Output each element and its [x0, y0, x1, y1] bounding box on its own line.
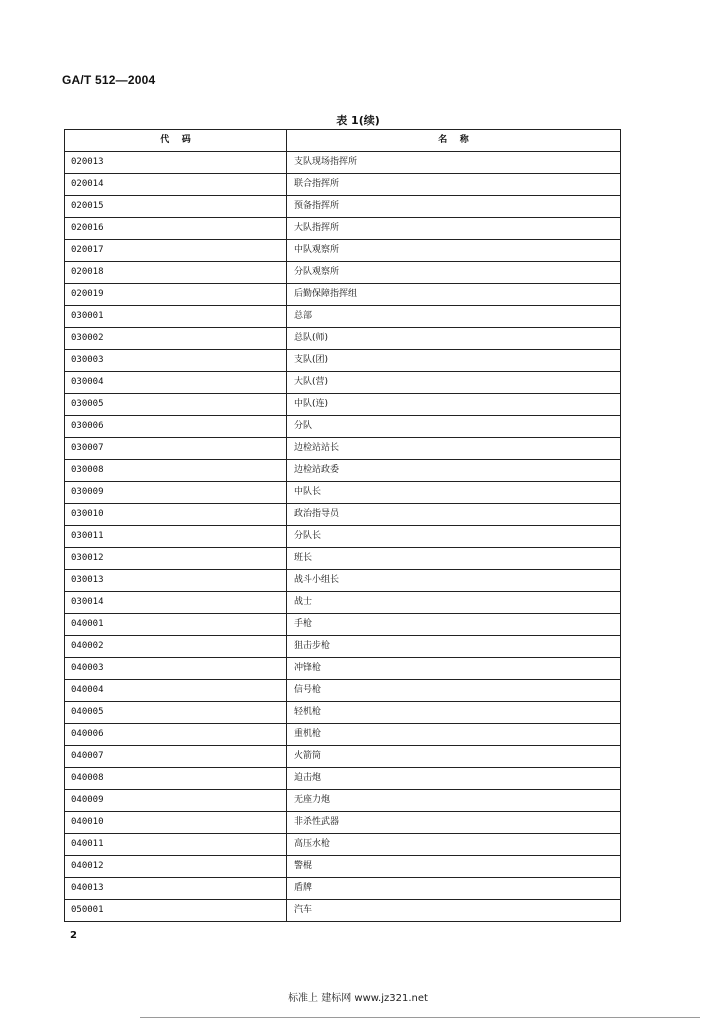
name-cell: 战士 — [287, 592, 621, 614]
table-row — [65, 548, 621, 570]
name-cell: 政治指导员 — [287, 504, 621, 526]
table-row — [65, 592, 621, 614]
table-row — [65, 416, 621, 438]
table-row — [65, 900, 621, 922]
footer-rule — [140, 1017, 700, 1018]
table-header-row — [65, 130, 621, 152]
code-cell: 040003 — [65, 658, 287, 680]
code-cell: 030008 — [65, 460, 287, 482]
column-header-name: 名 称 — [287, 130, 621, 152]
code-cell: 030006 — [65, 416, 287, 438]
table-row — [65, 284, 621, 306]
name-cell: 大队指挥所 — [287, 218, 621, 240]
name-cell: 狙击步枪 — [287, 636, 621, 658]
code-cell: 030012 — [65, 548, 287, 570]
table-row — [65, 218, 621, 240]
name-cell: 支队现场指挥所 — [287, 152, 621, 174]
code-cell: 030001 — [65, 306, 287, 328]
name-cell: 盾牌 — [287, 878, 621, 900]
code-cell: 040009 — [65, 790, 287, 812]
name-cell: 分队观察所 — [287, 262, 621, 284]
name-cell: 中队长 — [287, 482, 621, 504]
name-cell: 分队 — [287, 416, 621, 438]
footer-watermark: 标准上 建标网 www.jz321.net — [288, 993, 428, 1004]
name-cell: 总队(师) — [287, 328, 621, 350]
name-cell: 大队(营) — [287, 372, 621, 394]
name-cell: 高压水枪 — [287, 834, 621, 856]
table-row — [65, 196, 621, 218]
table-row — [65, 526, 621, 548]
table-row — [65, 328, 621, 350]
code-cell: 040005 — [65, 702, 287, 724]
code-cell: 020015 — [65, 196, 287, 218]
table-row — [65, 834, 621, 856]
name-cell: 冲锋枪 — [287, 658, 621, 680]
table-body — [65, 152, 621, 922]
table-row — [65, 262, 621, 284]
table-row — [65, 152, 621, 174]
table-row — [65, 636, 621, 658]
code-cell: 050001 — [65, 900, 287, 922]
table-row — [65, 570, 621, 592]
code-cell: 020017 — [65, 240, 287, 262]
table-row — [65, 394, 621, 416]
table-caption: 表 1(续) — [336, 114, 380, 127]
name-cell: 重机枪 — [287, 724, 621, 746]
code-cell: 030004 — [65, 372, 287, 394]
code-cell: 030005 — [65, 394, 287, 416]
table-row — [65, 614, 621, 636]
name-cell: 支队(团) — [287, 350, 621, 372]
code-cell: 040013 — [65, 878, 287, 900]
name-cell: 信号枪 — [287, 680, 621, 702]
table-row — [65, 680, 621, 702]
code-cell: 020013 — [65, 152, 287, 174]
page-number: 2 — [70, 930, 77, 941]
table-row — [65, 504, 621, 526]
table-row — [65, 746, 621, 768]
name-cell: 非杀性武器 — [287, 812, 621, 834]
code-cell: 030010 — [65, 504, 287, 526]
table-row — [65, 790, 621, 812]
code-cell: 040004 — [65, 680, 287, 702]
code-cell: 030007 — [65, 438, 287, 460]
code-cell: 040011 — [65, 834, 287, 856]
code-cell: 030011 — [65, 526, 287, 548]
table-row — [65, 306, 621, 328]
code-cell: 040002 — [65, 636, 287, 658]
code-cell: 030014 — [65, 592, 287, 614]
name-cell: 班长 — [287, 548, 621, 570]
code-cell: 020014 — [65, 174, 287, 196]
table-row — [65, 240, 621, 262]
table-row — [65, 878, 621, 900]
code-cell: 040012 — [65, 856, 287, 878]
name-cell: 分队长 — [287, 526, 621, 548]
code-cell: 040001 — [65, 614, 287, 636]
standard-code: GA/T 512—2004 — [62, 73, 156, 87]
name-cell: 汽车 — [287, 900, 621, 922]
table-row — [65, 438, 621, 460]
table-row — [65, 812, 621, 834]
table-row — [65, 482, 621, 504]
column-header-code: 代 码 — [65, 130, 287, 152]
table-row — [65, 350, 621, 372]
name-cell: 预备指挥所 — [287, 196, 621, 218]
name-cell: 中队(连) — [287, 394, 621, 416]
code-cell: 040008 — [65, 768, 287, 790]
table-row — [65, 460, 621, 482]
name-cell: 火箭筒 — [287, 746, 621, 768]
code-cell: 030002 — [65, 328, 287, 350]
name-cell: 边检站政委 — [287, 460, 621, 482]
name-cell: 战斗小组长 — [287, 570, 621, 592]
table-row — [65, 658, 621, 680]
name-cell: 中队观察所 — [287, 240, 621, 262]
name-cell: 轻机枪 — [287, 702, 621, 724]
code-cell: 030013 — [65, 570, 287, 592]
name-cell: 警棍 — [287, 856, 621, 878]
table-row — [65, 174, 621, 196]
code-cell: 020019 — [65, 284, 287, 306]
code-cell: 040007 — [65, 746, 287, 768]
code-table — [64, 129, 620, 922]
name-cell: 联合指挥所 — [287, 174, 621, 196]
table-row — [65, 768, 621, 790]
name-cell: 边检站站长 — [287, 438, 621, 460]
table-row — [65, 856, 621, 878]
table-row — [65, 702, 621, 724]
table-row — [65, 724, 621, 746]
code-cell: 020018 — [65, 262, 287, 284]
name-cell: 无座力炮 — [287, 790, 621, 812]
code-cell: 030009 — [65, 482, 287, 504]
name-cell: 手枪 — [287, 614, 621, 636]
code-cell: 030003 — [65, 350, 287, 372]
code-cell: 040010 — [65, 812, 287, 834]
code-cell: 040006 — [65, 724, 287, 746]
code-cell: 020016 — [65, 218, 287, 240]
name-cell: 后勤保障指挥组 — [287, 284, 621, 306]
name-cell: 总部 — [287, 306, 621, 328]
table-row — [65, 372, 621, 394]
name-cell: 迫击炮 — [287, 768, 621, 790]
